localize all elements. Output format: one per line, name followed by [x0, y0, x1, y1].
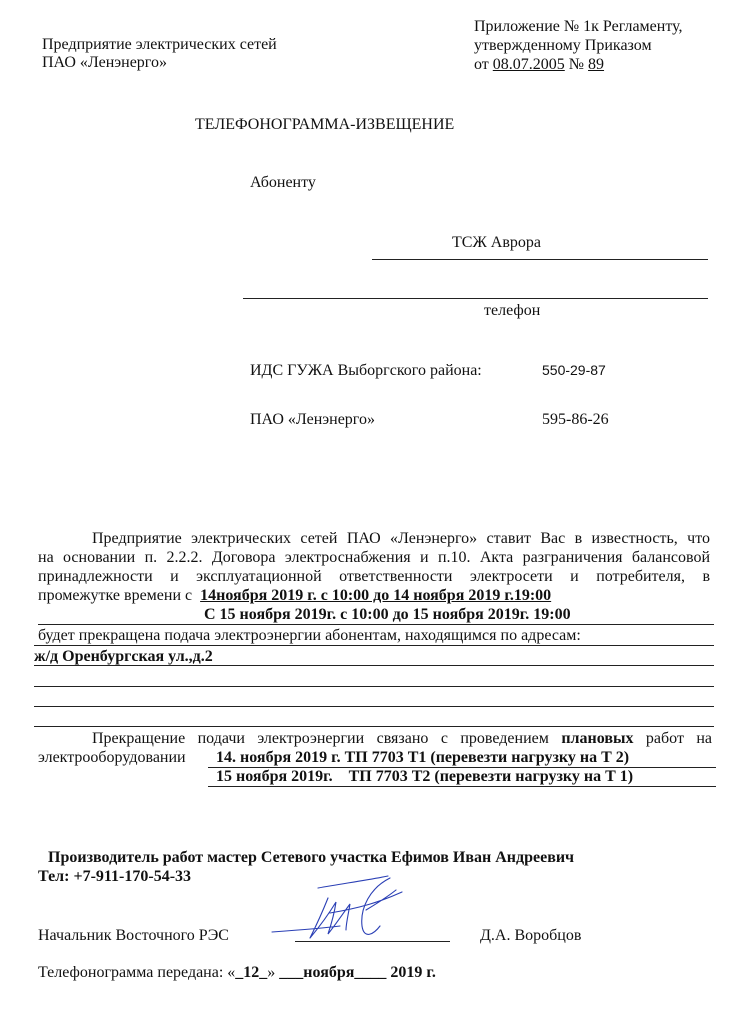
contact-name-ids: ИДС ГУЖА Выборгского района:	[250, 362, 482, 379]
transmitted-month: ___ноября____	[279, 964, 387, 981]
appendix-line3	[474, 56, 604, 74]
recipient-extra-line	[243, 298, 708, 299]
work-item-2-line	[208, 786, 716, 787]
foreman-phone: Тел: +7-911-170-54-33	[38, 868, 192, 885]
contact-phone-lenenergo: 595-86-26	[542, 411, 609, 428]
transmitted-line	[38, 964, 436, 982]
transmitted-label: Телефонограмма передана: «	[38, 964, 236, 981]
recipient-label: Абоненту	[250, 174, 316, 191]
body-p1-line3: принадлежности и эксплуатационной ответственности электросети и потребителя, в	[38, 568, 710, 585]
document-title: ТЕЛЕФОНОГРАММА-ИЗВЕЩЕНИЕ	[195, 116, 455, 133]
recipient-name-line	[372, 259, 708, 260]
period-second: С 15 ноября 2019г. с 10:00 до 15 ноября 2019г. 19:00	[204, 606, 571, 623]
p2-equipment-label: электрооборудовании	[38, 749, 186, 766]
p2-text-b: работ на	[645, 730, 713, 747]
phone-label: телефон	[484, 302, 541, 319]
address-line-1	[34, 665, 714, 666]
address-line-2	[34, 686, 714, 687]
work-item-1: 14. ноября 2019 г. ТП 7703 Т1 (перевезти нагрузку на Т 2)	[216, 749, 630, 766]
contact-name-lenenergo: ПАО «Ленэнерго»	[250, 411, 375, 428]
address-entry: ж/д Оренбургская ул.,д.2	[34, 648, 213, 665]
stop-notice: будет прекращена подача электроэнергии абонентам, находящимся по адресам:	[38, 627, 581, 644]
appendix-line1: Приложение № 1к Регламенту,	[474, 18, 683, 35]
org-name-line2: ПАО «Ленэнерго»	[42, 54, 167, 71]
period-first: 14ноября 2019 г. с 10:00 до 14 ноября 2019 г.19:00	[200, 587, 552, 604]
p2-text-planned: плановых	[561, 730, 634, 747]
appendix-from: от	[474, 56, 489, 73]
signatory-name: Д.А. Воробцов	[480, 927, 582, 944]
address-line-3	[34, 706, 714, 707]
p2-text-a: Прекращение подачи электроэнергии связано с проведением	[92, 730, 549, 747]
body-p1-line4	[38, 587, 551, 605]
contact-phone-ids: 550-29-87	[542, 362, 606, 378]
recipient-name: ТСЖ Аврора	[452, 234, 541, 251]
transmitted-quote: »	[267, 964, 276, 981]
org-name-line1: Предприятие электрических сетей	[42, 36, 277, 53]
body-p1-line1: Предприятие электрических сетей ПАО «Ленэнерго» ставит Вас в известность, что	[92, 530, 710, 547]
appendix-line2: утвержденному Приказом	[474, 37, 652, 54]
appendix-date: 08.07.2005	[492, 56, 565, 73]
appendix-number-sign: №	[568, 56, 585, 73]
work-item-2: 15 ноября 2019г. ТП 7703 Т2 (перевезти нагрузку на Т 1)	[216, 768, 634, 785]
period-prefix: промежутке времени с	[38, 587, 193, 604]
transmitted-year: 2019 г.	[390, 964, 436, 981]
foreman-line: Производитель работ мастер Сетевого участка Ефимов Иван Андреевич	[48, 849, 575, 866]
signatory-position: Начальник Восточного РЭС	[38, 927, 229, 944]
body-p2-line1	[92, 730, 712, 748]
address-line-4	[34, 726, 714, 727]
stop-notice-line	[34, 645, 714, 646]
body-p1-line2: на основании п. 2.2.2. Договора электроснабжения и п.10. Акта разграничения балансовой	[38, 549, 710, 566]
transmitted-day: _12_	[235, 964, 268, 981]
appendix-number: 89	[588, 56, 605, 73]
period-second-line	[38, 624, 714, 625]
handwritten-signature	[270, 868, 410, 948]
